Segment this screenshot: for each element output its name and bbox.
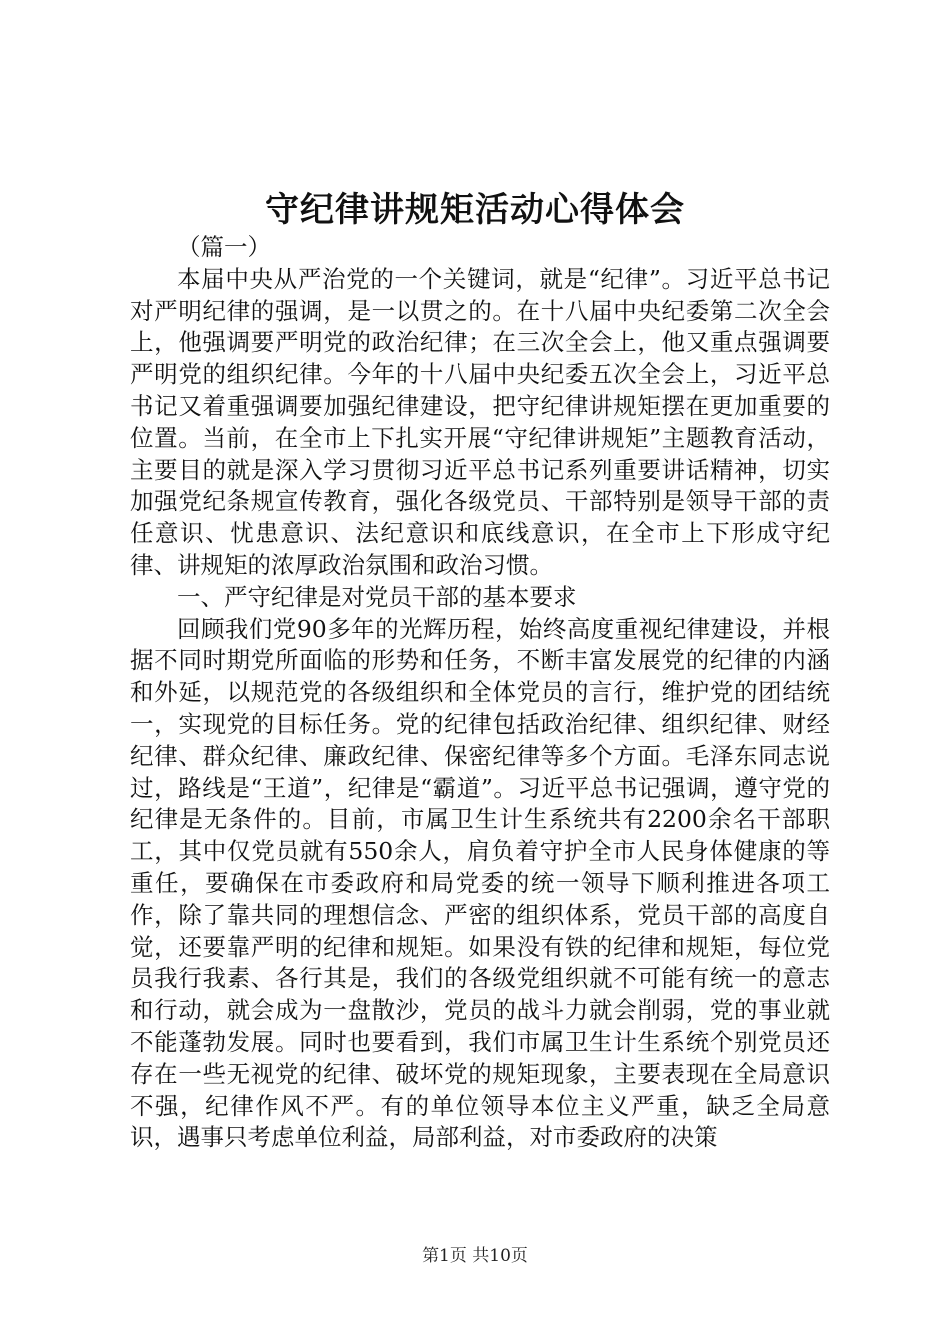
document-title: 守纪律讲规矩活动心得体会 bbox=[265, 190, 685, 230]
part-label: （篇一） bbox=[177, 233, 271, 261]
document-body bbox=[130, 232, 830, 1154]
paragraph-section-1: 回顾我们党90多年的光辉历程，始终高度重视纪律建设，并根据不同时期党所面临的形势和任务，不断丰富发展党的纪律的内涵和外延，以规范党的各级组织和全体党员的言行，维护党的团结统一，实现党的目标任务。党的纪律包括政治纪律、组织纪律、财经纪律、群众纪律、廉政纪律、保密纪律等多个方面。毛泽东同志说过，路线是“王道”，纪律是“霸道”。习近平总书记强调，遵守党的纪律是无条件的。目前，市属卫生计生系统共有2200余名干部职工，其中仅党员就有550余人，肩负着守护全市人民身体健康的等重任，要确保在市委政府和局党委的统一领导下顺利推进各项工作，除了靠共同的理想信念、严密的组织体系，党员干部的高度自觉，还要靠严明的纪律和规矩。如果没有铁的纪律和规矩，每位党员我行我素、各行其是，我们的各级党组织就不可能有统一的意志和行动，就会成为一盘散沙，党员的战斗力就会削弱，党的事业就不能蓬勃发展。同时也要看到，我们市属卫生计生系统个别党员还存在一些无视党的纪律、破坏党的规矩现象，主要表现在全局意识不强，纪律作风不严。有的单位领导本位主义严重，缺乏全局意识，遇事只考虑单位利益，局部利益，对市委政府的决策 bbox=[130, 614, 830, 1152]
section-heading: 一、严守纪律是对党员干部的基本要求 bbox=[177, 582, 577, 611]
paragraph-intro: 本届中央从严治党的一个关键词，就是“纪律”。习近平总书记对严明纪律的强调，是一以贯之的。在十八届中央纪委第二次全会上，他强调要严明党的政治纪律；在三次全会上，他又重点强调要严明党的组织纪律。今年的十八届中央纪委五次全会上，习近平总书记又着重强调要加强纪律建设，把守纪律讲规矩摆在更加重要的位置。当前，在全市上下扎实开展“守纪律讲规矩”主题教育活动，主要目的就是深入学习贯彻习近平总书记系列重要讲话精神，切实加强党纪条规宣传教育，强化各级党员、干部特别是领导干部的责任意识、忧患意识、法纪意识和底线意识，在全市上下形成守纪律、讲规矩的浓厚政治氛围和政治习惯。 bbox=[130, 264, 830, 579]
page-footer: 第1页 共10页 bbox=[422, 1246, 528, 1266]
